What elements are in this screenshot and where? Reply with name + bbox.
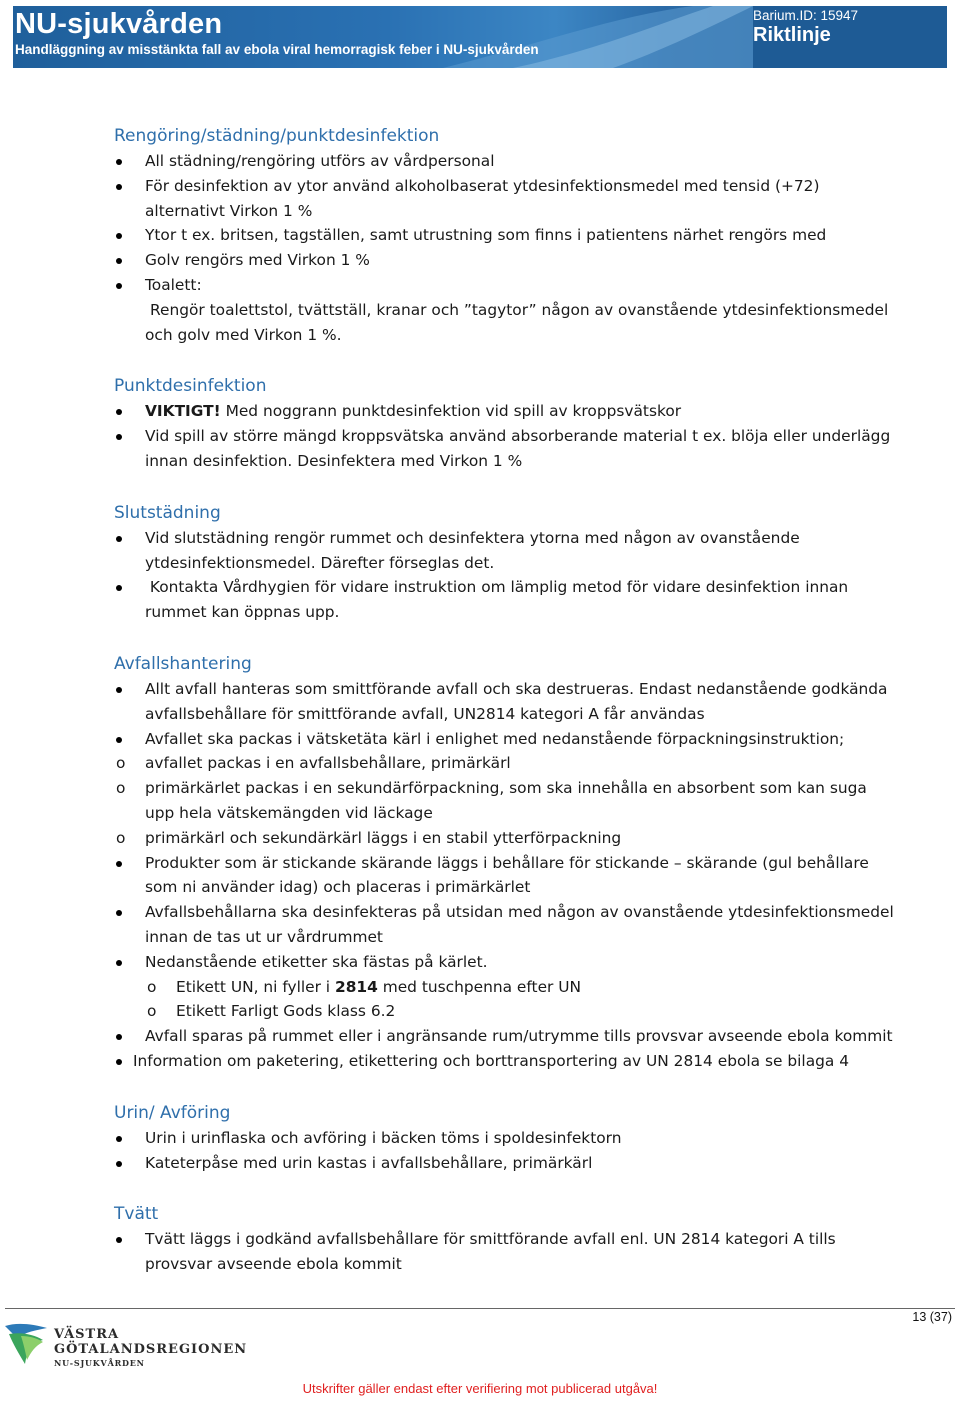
vgr-logo [3,1320,248,1370]
list-item: Kontakta Vårdhygien för vidare instruktion om lämplig metod för vidare desinfektion innan rummet kan öppnas upp. [114,575,894,625]
logo-text-line2: GÖTALANDSREGIONEN [54,1342,248,1357]
list-item: Produkter som är stickande skärande läggs i behållare för stickande – skärande (gul behållare som ni använder idag) och placeras i primärkärlet [114,851,894,901]
section-heading: Punktdesinfektion [114,376,267,397]
header-banner [13,6,947,68]
page-number: 13 (37) [912,1310,952,1324]
list-item-text: Avfallet ska packas i vätsketäta kärl i enlighet med nedanstående förpackningsinstruktion; [145,729,845,748]
footer-divider [5,1308,955,1309]
section-heading: Tvätt [114,1204,159,1225]
document-type: Riktlinje [753,24,831,46]
list-item: Vid spill av större mängd kroppsvätska använd absorberande material t ex. blöja eller underlägg innan desinfektion. Desinfektera med Virkon 1 % [114,424,894,474]
section-waste [114,651,894,1074]
bullet-list [114,149,894,347]
sub-list-item: o primärkärlet packas i en sekundärförpackning, som ska innehålla en absorbent som kan suga upp hela vätskemängden vid läckage [114,776,894,826]
list-item: All städning/rengöring utförs av vårdpersonal [114,149,894,174]
section-heading: Urin/ Avföring [114,1102,231,1123]
document-subtitle: Handläggning av misstänkta fall av ebola viral hemorragisk feber i NU-sjukvården [15,42,539,57]
section-cleaning [114,123,894,347]
list-item: Avfallsbehållarna ska desinfekteras på utsidan med någon av ovanstående ytdesinfektionsmedel innan de tas ut ur vårdrummet [114,900,894,950]
list-item: Kateterpåse med urin kastas i avfallsbehållare, primärkärl [114,1151,894,1176]
document-body [114,123,894,1303]
section-heading: Slutstädning [114,502,221,523]
sub-list-item: o Etikett Farligt Gods klass 6.2 [145,999,894,1024]
section-spot-disinfection [114,373,894,473]
sub-list-text: med tuschpenna efter UN [377,977,582,996]
list-item: För desinfektion av ytor använd alkoholbaserat ytdesinfektionsmedel med tensid (+72) alternativt Virkon 1 % [114,174,894,224]
sub-list-text: Etikett UN, ni fyller i [176,977,335,996]
bullet-list [114,1227,894,1277]
section-urine [114,1100,894,1176]
sub-list-item: o avfallet packas i en avfallsbehållare, primärkärl [114,751,894,776]
list-item-text: Nedanstående etiketter ska fästas på kärlet. [145,952,488,971]
bullet-list [114,526,894,625]
list-item-text: Med noggrann punktdesinfektion vid spill av kroppsvätskor [220,402,682,421]
un-number: 2814 [334,977,378,996]
list-item: Information om paketering, etikettering och borttransportering av UN 2814 ebola se bilaga 4 [114,1049,894,1074]
list-item: Golv rengörs med Virkon 1 % [114,248,894,273]
list-item [114,399,894,424]
sub-list-item: o primärkärl och sekundärkärl läggs i en stabil ytterförpackning [114,826,894,851]
sub-list-item [145,975,894,1000]
logo-text-line3: NU-SJUKVÅRDEN [54,1358,145,1368]
sub-list [145,975,894,1025]
list-item [114,727,894,851]
section-heading: Rengöring/städning/punktdesinfektion [114,126,440,146]
barium-id: Barium.ID: 15947 [753,8,859,23]
list-item: Ytor t ex. britsen, tagställen, samt utrustning som finns i patientens närhet rengörs med [114,223,894,248]
bullet-list [114,1126,894,1176]
list-item: Vid slutstädning rengör rummet och desinfektera ytorna med någon av ovanstående ytdesinfektionsmedel. Därefter förseglas det. [114,526,894,576]
list-item [114,950,894,1024]
bullet-list [114,677,894,1074]
list-item: Urin i urinflaska och avföring i bäcken töms i spoldesinfektorn [114,1126,894,1151]
section-final-cleaning [114,500,894,625]
toilet-detail: Rengör toalettstol, tvättställ, kranar och ”tagytor” någon av ovanstående ytdesinfektionsmedel och golv med Virkon 1 %. [145,300,889,344]
vgr-logo-mark-icon [3,1320,58,1368]
app-title: NU-sjukvården [15,8,223,40]
section-heading: Avfallshantering [114,653,252,674]
print-disclaimer: Utskrifter gäller endast efter verifiering mot publicerad utgåva! [302,1381,658,1396]
list-item [114,273,894,347]
list-item: Allt avfall hanteras som smittförande avfall och ska destrueras. Endast nedanstående godkända avfallsbehållare för smittförande avfall, UN2814 kategori A får användas [114,677,894,727]
section-laundry [114,1201,894,1277]
bullet-list [114,399,894,473]
list-item: Tvätt läggs i godkänd avfallsbehållare för smittförande avfall enl. UN 2814 kategori A tills provsvar avseende ebola kommit [114,1227,894,1277]
toilet-label: Toalett: [145,275,202,294]
important-label: VIKTIGT! [145,402,221,421]
logo-text-line1: VÄSTRA [54,1327,120,1342]
list-item: Avfall sparas på rummet eller i angränsande rum/utrymme tills provsvar avseende ebola kommit [114,1024,894,1049]
sub-list [114,751,894,850]
